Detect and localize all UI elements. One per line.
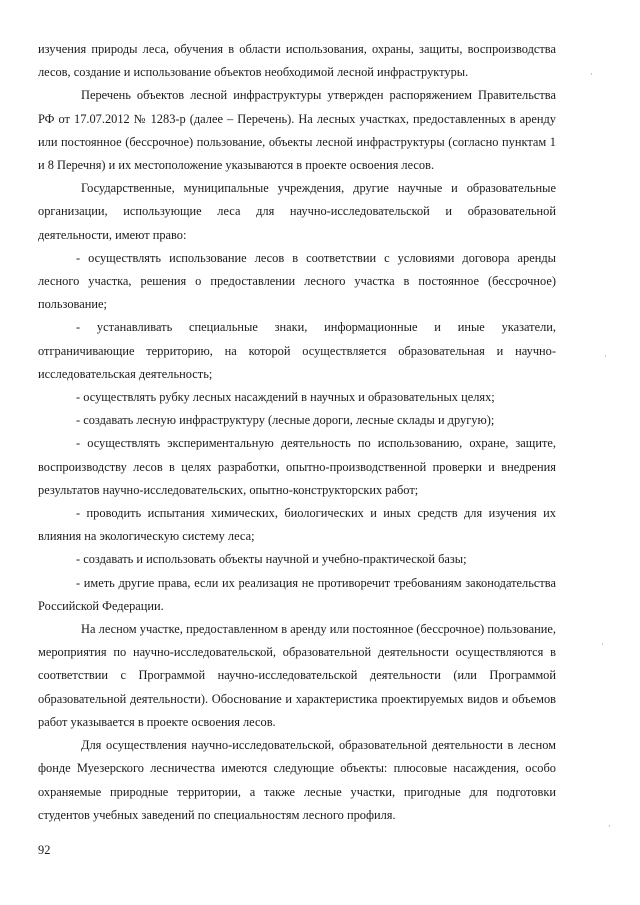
paragraph-continuation: изучения природы леса, обучения в области использования, охраны, защиты, воспроизводства лесов, создание и использование объектов необходимой лесной инфраструктуры. xyxy=(38,42,556,80)
paragraph-infrastructure-list: Перечень объектов лесной инфраструктуры утвержден распоряжением Правительства РФ от 17.07.2012 № 1283-р (далее – Перечень). На лесных участках, предоставленных в аренду или постоянное (бессрочное) пользование, объекты лесной инфраструктуры (согласно пунктам 1 и 8 Перечня) и их местоположение указываются в проекте освоения лесов. xyxy=(38,88,556,173)
list-item-felling: - осуществлять рубку лесных насаждений в научных и образовательных целях; xyxy=(76,390,495,405)
paragraph-objects: Для осуществления научно-исследовательской, образовательной деятельности в лесном фонде Муезерского лесничества имеются следующие объекты: плюсовые насаждения, особо охраняемые природные территории, а также лесные участки, пригодные для подготовки студентов учебных заведений по специальностям лесного профиля. xyxy=(38,738,556,822)
scan-speck: · xyxy=(604,351,607,361)
body-text xyxy=(38,38,556,827)
page-number: 92 xyxy=(38,843,51,857)
list-item-testing: - проводить испытания химических, биологических и иных средств для изучения их влияния на экологическую систему леса; xyxy=(38,506,556,544)
list-item-other-rights: - иметь другие права, если их реализация не противоречит требованиям законодательства Российской Федерации. xyxy=(38,575,556,613)
list-item-signs: - устанавливать специальные знаки, информационные и иные указатели, отграничивающие территорию, на которой осуществляется образовательная и научно-исследовательская деятельность; xyxy=(38,320,556,381)
list-item-experimental: - осуществлять экспериментальную деятельность по использованию, охране, защите, воспроизводству лесов в целях разработки, опытно-производственной проверки и внедрения результатов научно-исследовательских, опытно-конструкторских работ; xyxy=(38,436,556,497)
list-item-base: - создавать и использовать объекты научной и учебно-практической базы; xyxy=(76,552,467,567)
scan-speck: · xyxy=(608,821,611,831)
scan-speck: · xyxy=(601,639,604,649)
list-item-infrastructure: - создавать лесную инфраструктуру (лесные дороги, лесные склады и другую); xyxy=(76,413,495,428)
list-item-forest-use: - осуществлять использование лесов в соответствии с условиями договора аренды лесного участка, решения о предоставлении лесного участка в постоянное (бессрочное) пользование; xyxy=(38,250,556,312)
paragraph-organizations-rights: Государственные, муниципальные учреждения, другие научные и образовательные организации, использующие леса для научно-исследовательской и образовательной деятельности, имеют право: xyxy=(38,181,556,242)
scan-speck: · xyxy=(590,69,593,79)
paragraph-program: На лесном участке, предоставленном в аренду или постоянное (бессрочное) пользование, мероприятия по научно-исследовательской, образовательной деятельности осуществляются в соответствии с Программой научно-исследовательской деятельности (или Программой образовательной деятельности). Обоснование и характеристика проектируемых видов и объемов работ указывается в проекте освоения лесов. xyxy=(38,622,556,729)
